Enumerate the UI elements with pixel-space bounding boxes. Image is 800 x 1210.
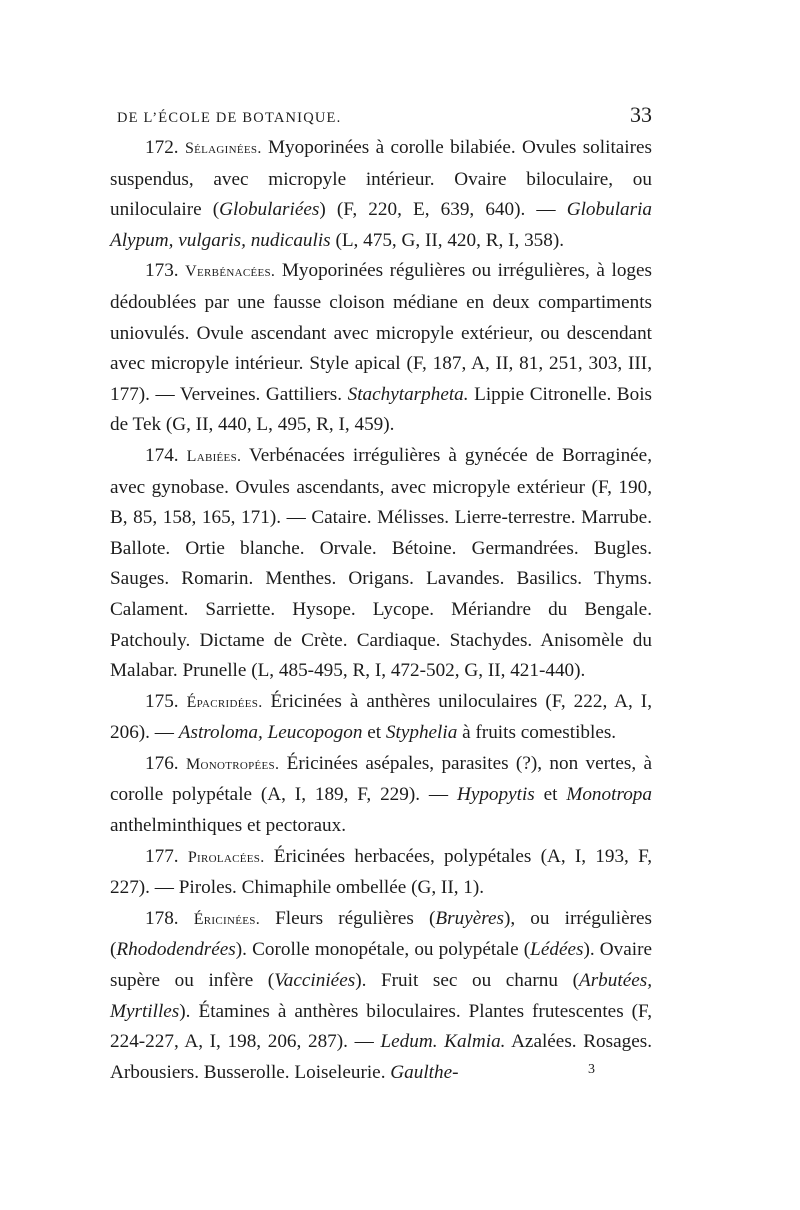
- entry-number: 177.: [145, 845, 179, 867]
- page-number: 33: [630, 102, 652, 127]
- text-run: et: [362, 722, 386, 744]
- signature-mark: 3: [588, 1062, 595, 1077]
- entry-number: 174.: [145, 444, 179, 466]
- italic-text: Styphelia: [385, 722, 458, 744]
- text-run: ), ou irrégulières (: [110, 907, 652, 961]
- text-run: à fruits comestibles.: [457, 722, 617, 744]
- italic-text: Gaulthe-: [390, 1061, 459, 1083]
- entry-number: 178.: [145, 907, 179, 929]
- italic-text: Lédées: [530, 939, 584, 961]
- italic-text: Ledum. Kalmia.: [380, 1031, 506, 1053]
- entry-number: 172.: [145, 137, 179, 158]
- family-name: Verbénacées.: [185, 263, 276, 281]
- page-header: [117, 102, 652, 128]
- entry-paragraph: [110, 441, 652, 687]
- text-run: Éricinées herbacées, polypétales (A, I, 193, F, 227). — Piroles. Chimaphile ombellée (G, II, 1).: [110, 845, 653, 899]
- italic-text: Monotropa: [566, 784, 652, 806]
- entry-paragraph: [110, 904, 652, 1089]
- running-head: DE L’ÉCOLE DE BOTANIQUE.: [117, 110, 342, 126]
- entry-paragraph: [110, 256, 652, 441]
- family-name: Monotropées.: [185, 755, 280, 773]
- text-run: Lippie Citronelle. Bois de Tek (G, II, 440, L, 495, R, I, 459).: [110, 383, 652, 436]
- italic-text: Stachytarpheta.: [347, 383, 469, 405]
- family-name: Labiées.: [186, 447, 242, 465]
- text-run: ). Fruit sec ou charnu (: [355, 970, 579, 992]
- text-run: Fleurs régulières (: [260, 907, 436, 929]
- text-run: ) (F, 220, E, 639, 640). —: [319, 199, 567, 221]
- italic-text: Rhododendrées: [116, 939, 236, 961]
- family-name: Épacridées.: [186, 693, 263, 711]
- italic-text: Globularia Alypum, vulgaris, nudicaulis: [110, 199, 653, 251]
- entry-number: 173.: [145, 260, 179, 282]
- text-run: anthelminthiques et pectoraux.: [110, 815, 347, 837]
- entry-number: 176.: [145, 752, 179, 774]
- italic-text: Astroloma, Leucopogon: [178, 722, 363, 744]
- entry-paragraph: [110, 687, 652, 749]
- entry-paragraph: [110, 842, 652, 904]
- text-run: Myoporinées à corolle bilabiée. Ovules solitaires suspendus, avec micropyle intérieur. Ovaire biloculaire, ou uniloculaire (: [110, 137, 652, 221]
- family-name: Pirolacées.: [187, 848, 265, 866]
- entry-number: 175.: [145, 690, 179, 712]
- text-run: ). Étamines à anthères biloculaires. Plantes frutescentes (F, 224-227, A, I, 198, 206, 287). —: [110, 1000, 652, 1053]
- text-run: Éricinées à anthères uniloculaires (F, 222, A, I, 206). —: [110, 690, 652, 744]
- italic-text: Hypopytis: [456, 784, 535, 806]
- family-name: Éricinées.: [193, 910, 260, 928]
- italic-text: Arbutées, Myrtilles: [110, 970, 652, 1022]
- italic-text: Globulariées: [219, 199, 320, 221]
- italic-text: Vacciniées: [274, 970, 356, 992]
- page-body: [110, 133, 652, 1088]
- text-run: Azalées. Rosages. Arbousiers. Busserolle. Loiseleurie.: [110, 1031, 652, 1083]
- text-run: ). Ovaire supère ou infère (: [110, 939, 652, 992]
- entry-paragraph: [110, 749, 652, 842]
- text-run: Éricinées asépales, parasites (?), non vertes, à corolle polypétale (A, I, 189, F, 229). —: [110, 752, 653, 806]
- text-run: ). Corolle monopétale, ou polypétale (: [235, 939, 531, 961]
- italic-text: Bruyères: [435, 907, 504, 929]
- text-run: Verbénacées irrégulières à gynécée de Borraginée, avec gynobase. Ovules ascendants, avec micropyle extérieur (F, 190, B, 85, 158, 165, 171). — Cataire. Mélisses. Lierre-terrestre. Marrube. Ballote. Ortie blanche. Orvale. Bétoine. Germandrées. Bugles. Sauges. Romarin. Menthes. Origans. Lavandes. Basilics. Thyms. Calament. Sarriette. Hysope. Lycope. Mériandre du Bengale. Patchouly. Dictame de Crète. Cardiaque. Stachydes. Anisomèle du Malabar. Prunelle (L, 485-495, R, I, 472-502, G, II, 421-440).: [110, 444, 652, 682]
- family-name: Sélaginées.: [184, 140, 262, 157]
- entry-paragraph: [110, 133, 652, 256]
- text-run: (L, 475, G, II, 420, R, I, 358).: [330, 229, 565, 251]
- text-run: et: [534, 784, 567, 806]
- text-run: Myoporinées régulières ou irrégulières, à loges dédoublées par une fausse cloison médiane en deux compartiments uniovulés. Ovule ascendant avec micropyle extérieur, ou descendant avec micropyle intérieur. Style apical (F, 187, A, II, 81, 251, 303, III, 177). — Verveines. Gattiliers.: [110, 260, 653, 405]
